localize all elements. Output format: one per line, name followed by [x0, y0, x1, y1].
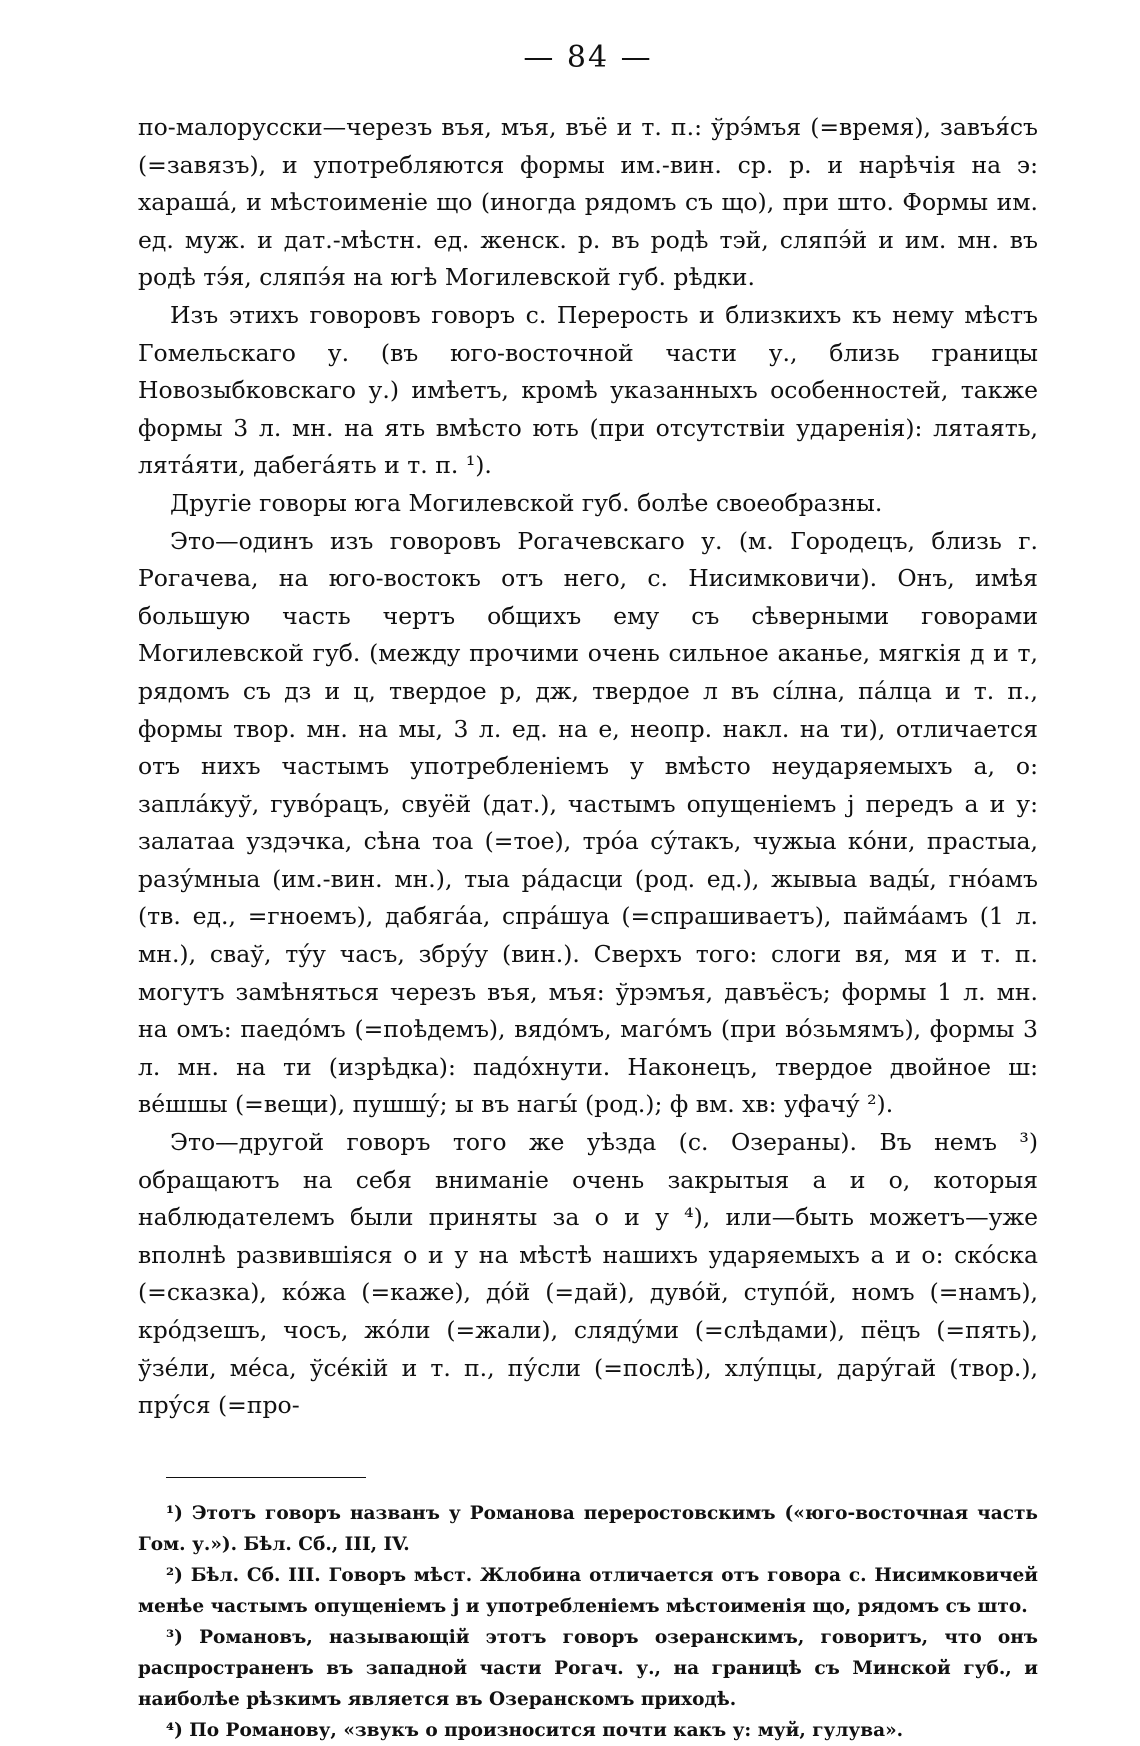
paragraph: Другіе говоры юга Могилевской губ. болѣе своеобразны.	[170, 488, 883, 517]
footnote: ²) Бѣл. Сб. III. Говоръ мѣст. Жлобина отличается отъ говора с. Нисимковичей менѣе частымъ опущеніемъ j и употребленіемъ мѣстоименія що, рядомъ съ што.	[138, 1564, 1038, 1617]
page-number: — 84 —	[523, 40, 653, 75]
footnotes	[138, 1498, 1038, 1746]
paragraph: по-малорусски—черезъ въя, мъя, въё и т. п.: ўрэ́мъя (=время), завъя́съ (=завязъ), и употребляются формы им.-вин. ср. р. и нарѣчія на э: хараша́, и мѣстоименіе що (иногда рядомъ съ що), при што. Формы им. ед. муж. и дат.-мѣстн. ед. женск. р. въ родѣ тэй, сляпэ́й и им. мн. въ родѣ тэ́я, сляпэ́я на югѣ Могилевской губ. рѣдки.	[138, 113, 1038, 292]
footnote: ³) Романовъ, называющій этотъ говоръ озеранскимъ, говоритъ, что онъ распространенъ въ западной части Рогач. у., на границѣ съ Минской губ., и наиболѣе рѣзкимъ является въ Озеранскомъ приходѣ.	[138, 1626, 1038, 1710]
paragraph: Изъ этихъ говоровъ говоръ с. Перерость и близкихъ къ нему мѣстъ Гомельскаго у. (въ юго-восточной части у., близь границы Новозыбковскаго у.) имѣетъ, кромѣ указанныхъ особенностей, также формы 3 л. мн. на ять вмѣсто ють (при отсутствіи ударенія): лятаять, лята́яти, дабега́ять и т. п. ¹).	[138, 300, 1038, 480]
paragraph: Это—другой говоръ того же уѣзда (с. Озераны). Въ немъ ³) обращаютъ на себя вниманіе очень закрытыя а и о, которыя наблюдателемъ были приняты за о и у ⁴), или—быть можетъ—уже вполнѣ развившіяся о и у на мѣстѣ нашихъ ударяемыхъ а и о: ско́ска (=сказка), ко́жа (=каже), до́й (=дай), дуво́й, ступо́й, номъ (=намъ), кро́дзешъ, чосъ, жо́ли (=жали), сляду́ми (=слѣдами), пёцъ (=пять), ўзе́ли, ме́са, ўсе́кій и т. п., пу́сли (=послѣ), хлу́пцы, дару́гай (твор.), пру́ся (=про-	[138, 1128, 1038, 1420]
paragraph: Это—одинъ изъ говоровъ Рогачевскаго у. (м. Городецъ, близь г. Рогачева, на юго-востокъ отъ него, с. Нисимковичи). Онъ, имѣя большую часть чертъ общихъ ему съ сѣверными говорами Могилевской губ. (между прочими очень сильное аканье, мягкія д и т, рядомъ съ дз и ц, твердое р, дж, твердое л въ сі́лна, па́лца и т. п., формы твор. мн. на мы, 3 л. ед. на е, неопр. накл. на ти), отличается отъ нихъ частымъ употребленіемъ у вмѣсто неударяемыхъ а, о: запла́куў, гуво́рацъ, свуёй (дат.), частымъ опущеніемъ j передъ а и у: залатаа уздэчка, сѣна тоа (=тое), тро́а су́такъ, чужыа ко́ни, прастыа, разу́мныа (им.-вин. мн.), тыа ра́дасци (род. ед.), жывыа вады́, гно́амъ (тв. ед., =гноемъ), дабяга́а, спра́шуа (=спрашиваетъ), пайма́амъ (1 л. мн.), сваў, ту́у часъ, збру́у (вин.). Сверхъ того: слоги вя, мя и т. п. могутъ замѣняться черезъ въя, мъя: ўрэмъя, давъёсъ; формы 1 л. мн. на омъ: паедо́мъ (=поѣдемъ), вядо́мъ, маго́мъ (при во́зьмямъ), формы 3 л. мн. на ти (изрѣдка): падо́хнути. Наконецъ, твердое двойное ш: ве́шшы (=вещи), пушшу́; ы въ нагы́ (род.); ф вм. хв: уфачу́ ²).	[138, 526, 1038, 1119]
body-text	[138, 109, 1038, 1425]
footnote: ⁴) По Романову, «звукъ о произносится почти какъ у: муй, гулува».	[166, 1719, 904, 1741]
footnote-divider	[166, 1477, 366, 1478]
footnote: ¹) Этотъ говоръ названъ у Романова переростовскимъ («юго-восточная часть Гом. у.»). Бѣл. Сб., III, IV.	[138, 1502, 1038, 1555]
page	[138, 40, 1038, 1746]
